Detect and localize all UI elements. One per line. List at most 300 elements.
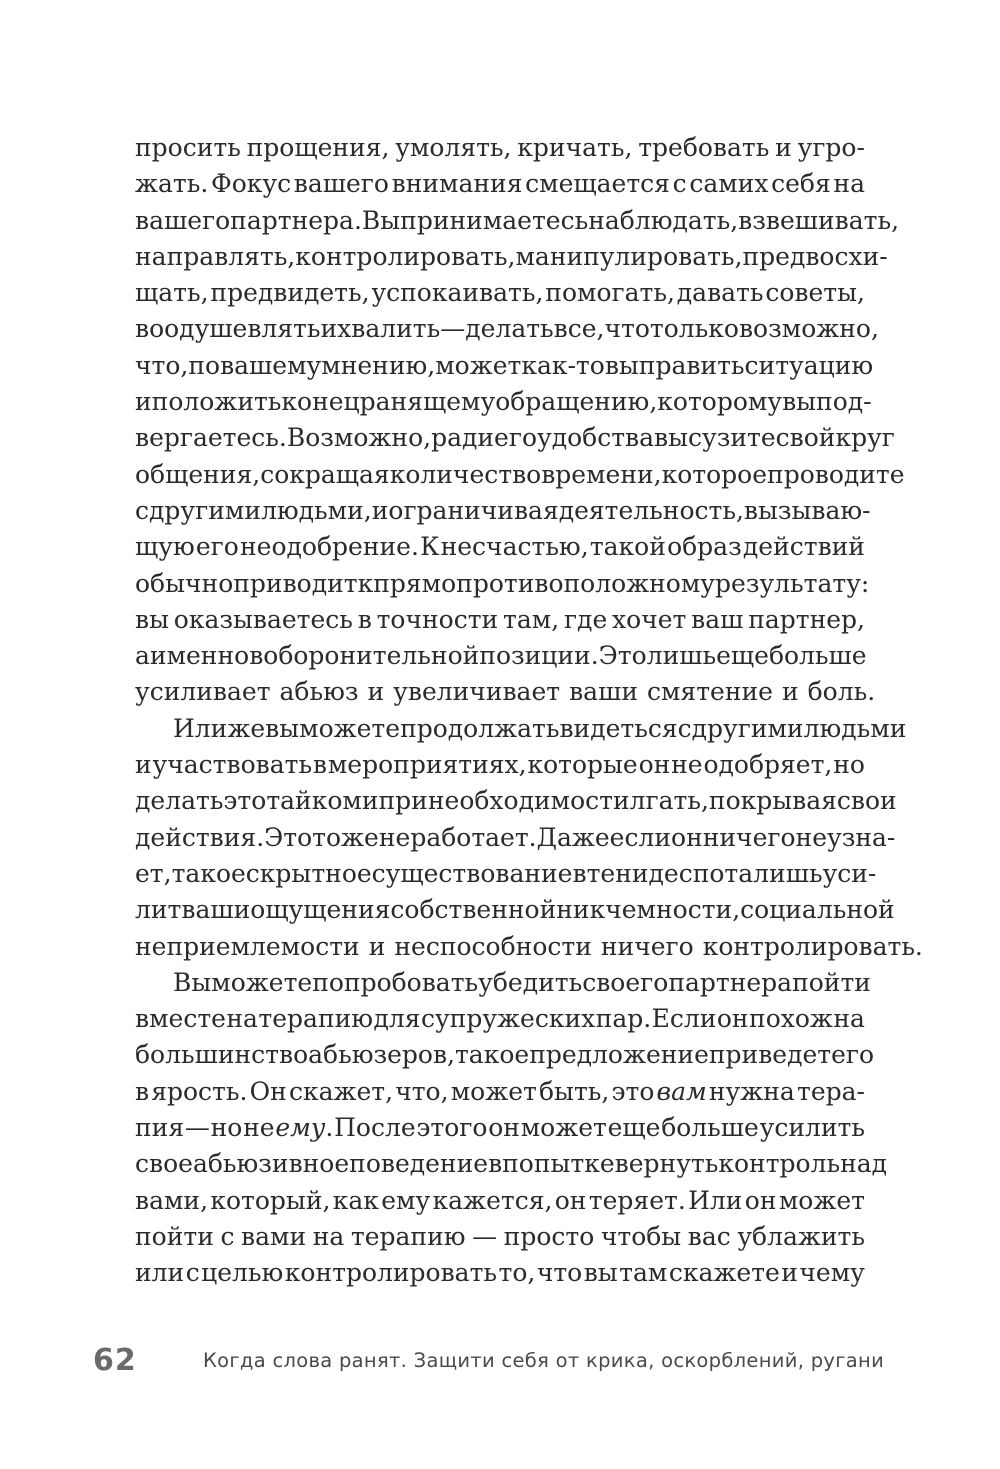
word: такое: [454, 1040, 530, 1070]
page-number: 62: [93, 1342, 137, 1378]
word: оборонительной: [263, 641, 480, 671]
word: в: [249, 641, 264, 671]
word: для: [373, 1004, 421, 1034]
word: просить: [135, 133, 241, 162]
word: пия: [135, 1113, 185, 1143]
word: партнера: [668, 967, 793, 997]
paragraph: [135, 965, 888, 1292]
text-line: [135, 602, 865, 638]
word: попробовать: [312, 967, 479, 997]
word: под-: [816, 387, 872, 417]
word: ет,: [135, 858, 172, 888]
word: результату:: [715, 568, 870, 598]
word: обычно: [135, 568, 234, 598]
word: похож: [749, 1004, 833, 1034]
word: и: [781, 677, 799, 707]
word: давать: [676, 278, 764, 308]
word: лишь: [646, 641, 717, 671]
word: предвидеть,: [210, 278, 370, 308]
word: если: [609, 822, 672, 852]
text-line: [135, 747, 865, 783]
word: ваши: [181, 895, 251, 925]
word: необходимости: [427, 786, 630, 816]
word: его: [195, 532, 239, 562]
word: Если: [651, 1004, 717, 1034]
word: времени,: [541, 459, 662, 489]
word: в: [312, 750, 327, 780]
word: вызываю-: [743, 495, 871, 525]
word: видеться: [559, 713, 678, 743]
word: он: [744, 1185, 777, 1215]
text-line: [135, 239, 888, 275]
word: еще: [607, 1113, 661, 1143]
word: не: [378, 822, 411, 852]
word: вергаетесь.: [135, 423, 287, 453]
word: он: [671, 822, 703, 852]
text-line: [135, 1183, 865, 1219]
word: Вы: [361, 205, 401, 235]
word: другими: [149, 495, 261, 525]
word: умолять,: [395, 133, 512, 162]
word: —: [472, 1221, 498, 1251]
word: но: [833, 750, 865, 780]
word: тера-: [796, 1076, 865, 1106]
word: быть,: [539, 1076, 610, 1106]
paragraph: [135, 130, 905, 711]
word: терапию: [350, 1221, 466, 1251]
word: ощущения: [250, 895, 391, 925]
text-line: [135, 820, 896, 856]
word: своего: [582, 967, 669, 997]
text-line: [135, 674, 876, 710]
word: сокращая: [260, 459, 390, 489]
word: пойти: [792, 967, 871, 997]
word: но: [210, 1113, 243, 1143]
word: вам: [656, 1076, 707, 1106]
word: именно: [149, 641, 250, 671]
word: Или: [688, 1185, 743, 1215]
word: чему: [799, 1258, 865, 1288]
word: тоже: [312, 822, 379, 852]
word: участвовать: [152, 750, 313, 780]
word: просто: [503, 1221, 595, 1251]
word: вашего: [293, 169, 389, 199]
text-line: [135, 529, 865, 565]
word: как: [332, 1185, 379, 1215]
word: что,: [135, 350, 189, 380]
word: одобряет,: [703, 750, 833, 780]
word: смещается: [525, 169, 670, 199]
word: общения,: [135, 459, 261, 489]
word: контролировать: [284, 1258, 498, 1288]
word: он: [638, 750, 671, 780]
word: его: [831, 1040, 875, 1070]
word: может: [778, 1185, 865, 1215]
word: деятельность,: [558, 495, 744, 525]
word: людьми: [803, 713, 907, 743]
word: ранящему: [359, 387, 496, 417]
word: свое: [135, 1149, 193, 1179]
word: на: [833, 1004, 865, 1034]
word: убедить: [478, 967, 583, 997]
word: действий: [742, 532, 865, 562]
word: которому: [657, 387, 783, 417]
word: уси-: [822, 858, 877, 888]
word: требовать: [638, 133, 770, 162]
word: кричать,: [517, 133, 633, 162]
word: неодобрение.: [240, 532, 419, 562]
text-line: [135, 457, 905, 493]
word: к: [357, 568, 374, 598]
word: внимания: [391, 169, 523, 199]
word: не: [795, 822, 828, 852]
word: Это: [598, 641, 647, 671]
word: Даже: [536, 822, 610, 852]
word: вами,: [135, 1185, 209, 1215]
word: ему.: [275, 1113, 334, 1143]
word: несчастью,: [440, 532, 589, 562]
word: прощения,: [246, 133, 390, 162]
paragraph: [135, 711, 923, 965]
word: которые: [527, 750, 638, 780]
word: вы: [135, 604, 169, 634]
word: круг: [835, 423, 895, 453]
word: где: [563, 604, 608, 634]
word: что: [536, 1258, 583, 1288]
word: при: [378, 786, 428, 816]
text-line: [135, 203, 900, 239]
word: и: [781, 1258, 798, 1288]
word: продолжать: [400, 713, 560, 743]
word: социальной: [740, 895, 895, 925]
text-line: [135, 711, 907, 747]
word: узна-: [827, 822, 896, 852]
word: предложение: [529, 1040, 709, 1070]
word: и: [367, 677, 385, 707]
word: существование: [371, 858, 573, 888]
word: позиции.: [479, 641, 599, 671]
word: тени: [586, 858, 649, 888]
word: абьюзивное: [192, 1149, 350, 1179]
word: а: [135, 641, 150, 671]
word: Или: [173, 713, 228, 743]
word: Он: [249, 1076, 287, 1106]
word: усиливает: [135, 677, 271, 707]
word: точности: [376, 604, 499, 634]
word: не: [243, 1113, 275, 1143]
text-line: [135, 420, 895, 456]
word: воодушевлять: [135, 314, 321, 344]
word: вернуть: [614, 1149, 719, 1179]
word: ничего: [702, 822, 796, 852]
word: удобства: [537, 423, 655, 453]
word: на: [226, 1004, 258, 1034]
text-line: [135, 384, 872, 420]
word: целью: [201, 1258, 284, 1288]
word: противоположному: [456, 568, 716, 598]
text-line: [135, 1219, 865, 1255]
word: в: [357, 604, 372, 634]
word: свой: [775, 423, 836, 453]
word: с: [220, 1221, 235, 1251]
word: положить: [151, 387, 282, 417]
word: самих: [689, 169, 769, 199]
word: хвалить: [337, 314, 441, 344]
word: как-то: [521, 350, 605, 380]
body-text: [135, 130, 923, 1292]
word: он: [554, 1185, 587, 1215]
word: смятение: [646, 677, 773, 707]
word: Возможно,: [286, 423, 432, 453]
word: которое: [661, 459, 768, 489]
text-line: [135, 166, 865, 202]
word: партнера.: [230, 205, 362, 235]
word: собственной: [390, 895, 557, 925]
word: себя: [771, 169, 831, 199]
word: его: [494, 423, 537, 453]
word: такой: [589, 532, 666, 562]
word: ничего: [600, 931, 694, 961]
word: скрытное: [245, 858, 372, 888]
word: принимаетесь: [400, 205, 589, 235]
word: в: [135, 1076, 150, 1106]
word: тайком: [266, 786, 362, 816]
word: ублажить: [737, 1221, 865, 1251]
word: ограничивая: [388, 495, 559, 525]
word: увеличивает: [393, 677, 561, 707]
word: контроль: [718, 1149, 841, 1179]
word: помогать,: [545, 278, 675, 308]
word: другими: [691, 713, 804, 743]
word: возможно,: [738, 314, 879, 344]
word: абьюзеров,: [308, 1040, 455, 1070]
text-line: [135, 348, 874, 384]
word: поведение: [349, 1149, 489, 1179]
word: или: [135, 1258, 185, 1288]
word: это: [223, 786, 267, 816]
word: оказываетесь: [173, 604, 353, 634]
text-line: [135, 130, 865, 166]
word: вместе: [135, 1004, 226, 1034]
word: неприемлемости: [135, 931, 360, 961]
word: что: [604, 314, 650, 344]
word: хочет: [612, 604, 687, 634]
word: лгать,: [629, 786, 709, 816]
word: такое: [171, 858, 246, 888]
word: вашего: [135, 205, 231, 235]
word: не: [671, 750, 703, 780]
word: Вы: [173, 967, 212, 997]
word: количество: [389, 459, 542, 489]
word: с: [185, 1258, 200, 1288]
word: теряет.: [588, 1185, 686, 1215]
word: боль.: [807, 677, 876, 707]
word: только: [649, 314, 739, 344]
text-line: [135, 493, 871, 529]
word: угро-: [797, 133, 865, 162]
word: же: [227, 713, 266, 743]
word: советы,: [765, 278, 865, 308]
word: этого: [416, 1113, 488, 1143]
word: выправить: [604, 350, 745, 380]
word: приведет: [708, 1040, 832, 1070]
text-line: [135, 856, 877, 892]
word: деспота: [648, 858, 754, 888]
word: на: [833, 169, 865, 199]
word: —: [440, 314, 466, 344]
text-line: [135, 275, 865, 311]
word: и: [361, 786, 379, 816]
word: кажется,: [432, 1185, 553, 1215]
word: супружеских: [420, 1004, 596, 1034]
word: вы: [583, 1258, 618, 1288]
text-line: [135, 929, 923, 965]
word: контролировать,: [295, 241, 516, 271]
word: После: [334, 1113, 416, 1143]
word: там: [619, 1258, 668, 1288]
word: наблюдать,: [588, 205, 739, 235]
word: попытке: [502, 1149, 615, 1179]
text-line: [135, 1037, 875, 1073]
word: Фокус: [210, 169, 292, 199]
word: он: [716, 1004, 749, 1034]
word: абьюз: [279, 677, 359, 707]
text-line: [135, 965, 871, 1001]
text-line: [135, 566, 870, 602]
word: пойти: [135, 1221, 214, 1251]
word: ситуацию: [744, 350, 874, 380]
word: взвешивать,: [738, 205, 900, 235]
word: людьми,: [261, 495, 372, 525]
word: то,: [498, 1258, 536, 1288]
word: свои: [836, 786, 897, 816]
word: там,: [503, 604, 560, 634]
word: мнению,: [321, 350, 436, 380]
word: с: [672, 169, 687, 199]
word: ваш: [691, 604, 744, 634]
word: лишь: [753, 858, 823, 888]
word: предвосхи-: [742, 241, 888, 271]
word: больше: [768, 641, 867, 671]
word: он: [488, 1113, 520, 1143]
word: ваши: [569, 677, 638, 707]
word: что,: [395, 1076, 449, 1106]
word: вашему: [220, 350, 322, 380]
text-line: [135, 1110, 865, 1146]
word: ярость.: [151, 1076, 248, 1106]
word: делать: [135, 786, 224, 816]
word: делать: [465, 314, 554, 344]
text-line: [135, 892, 895, 928]
word: большинство: [135, 1040, 309, 1070]
word: партнер,: [748, 604, 865, 634]
word: скажете: [668, 1258, 780, 1288]
word: может: [450, 1076, 537, 1106]
word: успокаивать,: [371, 278, 544, 308]
text-line: [135, 1001, 865, 1037]
word: никчемности,: [556, 895, 741, 925]
word: может: [520, 1113, 607, 1143]
text-line: [135, 638, 865, 674]
word: нужна: [708, 1076, 795, 1106]
word: вы: [265, 713, 300, 743]
word: направлять,: [135, 241, 296, 271]
text-line: [135, 783, 897, 819]
word: проводите: [767, 459, 905, 489]
word: и: [135, 750, 152, 780]
word: и: [135, 387, 152, 417]
word: действия.: [135, 822, 265, 852]
word: Это: [264, 822, 313, 852]
word: терапию: [258, 1004, 374, 1034]
word: К: [420, 532, 440, 562]
word: над: [840, 1149, 888, 1179]
word: работает.: [410, 822, 537, 852]
word: еще: [716, 641, 769, 671]
word: в: [572, 858, 587, 888]
word: с: [135, 495, 150, 525]
word: покрывая: [708, 786, 837, 816]
word: все,: [553, 314, 605, 344]
word: и: [368, 931, 386, 961]
word: манипулировать,: [515, 241, 743, 271]
word: и: [320, 314, 338, 344]
word: образ: [667, 532, 742, 562]
word: вами: [241, 1221, 307, 1251]
word: с: [677, 713, 692, 743]
word: щую: [135, 532, 195, 562]
word: в: [488, 1149, 503, 1179]
page-footer: [93, 1338, 913, 1382]
word: приводит: [233, 568, 358, 598]
word: жать.: [135, 169, 209, 199]
word: щать,: [135, 278, 209, 308]
word: —: [184, 1113, 210, 1143]
word: мероприятиях,: [327, 750, 527, 780]
word: может: [435, 350, 522, 380]
word: вас: [687, 1221, 731, 1251]
word: и: [371, 495, 389, 525]
text-line: [135, 311, 879, 347]
word: это: [611, 1076, 655, 1106]
word: обращению,: [495, 387, 658, 417]
word: по: [188, 350, 221, 380]
running-title: Когда слова ранят. Защити себя от крика, оскорблений, ругани: [203, 1348, 885, 1372]
word: ради: [431, 423, 495, 453]
word: ему: [381, 1185, 431, 1215]
word: лит: [135, 895, 182, 925]
word: усилить: [759, 1113, 865, 1143]
text-line: [135, 1074, 865, 1110]
word: пар.: [595, 1004, 652, 1034]
word: сузите: [688, 423, 776, 453]
word: можете: [299, 713, 401, 743]
word: чтобы: [600, 1221, 682, 1251]
text-line: [135, 1255, 865, 1291]
word: неспособности: [394, 931, 592, 961]
word: можете: [211, 967, 313, 997]
word: вы: [782, 387, 817, 417]
word: вы: [654, 423, 689, 453]
word: контролировать.: [702, 931, 923, 961]
text-line: [135, 1146, 888, 1182]
word: и: [775, 133, 792, 162]
word: конец: [281, 387, 360, 417]
word: который,: [210, 1185, 331, 1215]
word: скажет,: [288, 1076, 394, 1106]
word: прямо: [373, 568, 457, 598]
word: больше: [661, 1113, 759, 1143]
